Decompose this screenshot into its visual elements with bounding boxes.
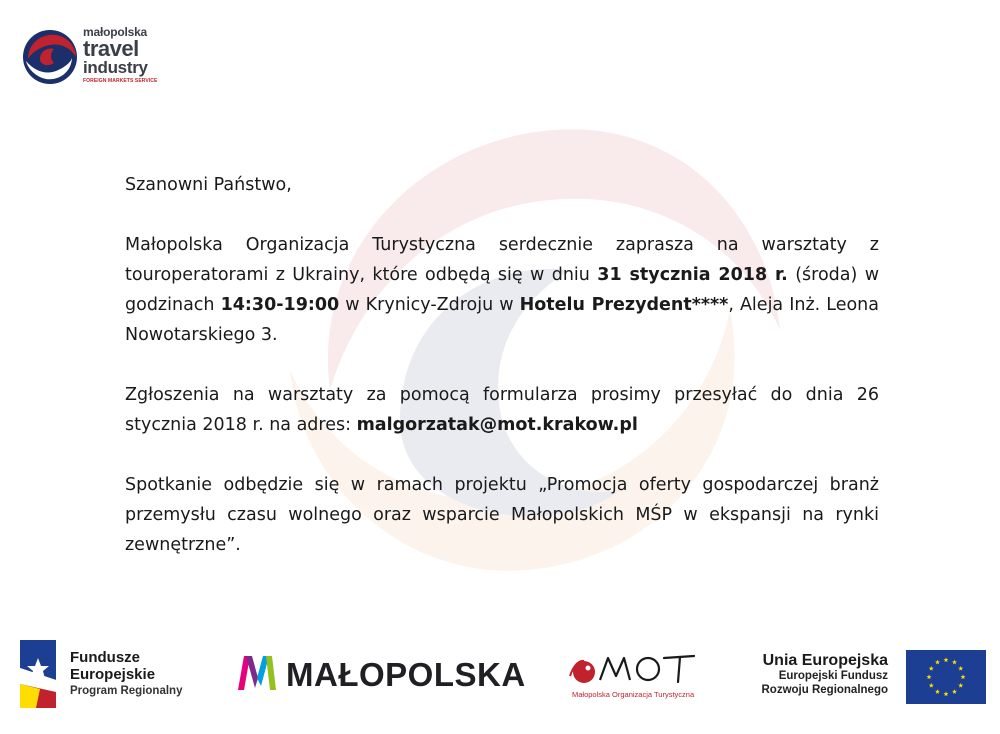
greeting: Szanowni Państwo, — [125, 175, 292, 195]
travel-industry-logo-icon — [22, 29, 78, 85]
malopolska-logo — [236, 652, 526, 698]
event-hotel: Hotelu Prezydent**** — [519, 295, 729, 315]
travel-industry-logo — [22, 26, 182, 90]
invitation-text-2: (środa) w godzinach — [125, 265, 880, 315]
brand-line-industry: industry — [83, 58, 148, 77]
event-date: 31 stycznia 2018 r. — [597, 265, 788, 285]
invitation-text-4: , Aleja Inż. Leona Nowotarskiego 3. — [125, 295, 880, 345]
project-paragraph: Spotkanie odbędzie się w ramach projektu „Promocja oferty gospodarczej branż przemysłu czasu wolnego oraz wsparcie Małopolskich MŚP w ekspansji na rynki zewnętrzne”. — [125, 475, 879, 555]
fundusze-europejskie-icon — [20, 640, 60, 710]
eu-line-fundusz: Europejski Fundusz — [778, 670, 888, 683]
mot-wordmark-icon — [568, 650, 698, 690]
mot-logo — [568, 650, 708, 704]
brand-tagline: FOREIGN MARKETS SERVICE — [83, 78, 158, 84]
eu-line-unia: Unia Europejska — [762, 652, 888, 669]
invitation-text-1: Małopolska Organizacja Turystyczna serdecznie zaprasza na warsztaty z touroperatorami z Ukrainy, które odbędą się w dniu — [125, 235, 879, 285]
fe-line-europejskie: Europejskie — [70, 665, 156, 683]
eu-flag-icon — [906, 650, 986, 704]
invitation-text-3: w Krynicy-Zdroju w — [339, 295, 520, 315]
brand-line-malopolska: małopolska — [83, 25, 148, 39]
event-time: 14:30-19:00 — [220, 295, 340, 315]
fundusze-europejskie-logo — [20, 640, 190, 710]
contact-email: malgorzatak@mot.krakow.pl — [356, 415, 638, 435]
invitation-paragraph — [125, 230, 879, 350]
brand-line-travel: travel — [83, 36, 139, 61]
registration-text: Zgłoszenia na warsztaty za pomocą formularza prosimy przesyłać do dnia 26 stycznia 2018 r. na adres: — [125, 385, 879, 435]
fe-line-fundusze: Fundusze — [70, 649, 140, 666]
letter-body — [125, 170, 879, 590]
malopolska-m-icon — [236, 652, 278, 692]
unia-europejska-logo — [748, 648, 988, 708]
malopolska-wordmark: MAŁOPOLSKA — [286, 656, 526, 693]
eu-line-rozwoju: Rozwoju Regionalnego — [761, 683, 888, 696]
registration-paragraph — [125, 380, 879, 440]
fe-line-program: Program Regionalny — [70, 685, 183, 697]
mot-caption: Małopolska Organizacja Turystyczna — [572, 690, 695, 699]
